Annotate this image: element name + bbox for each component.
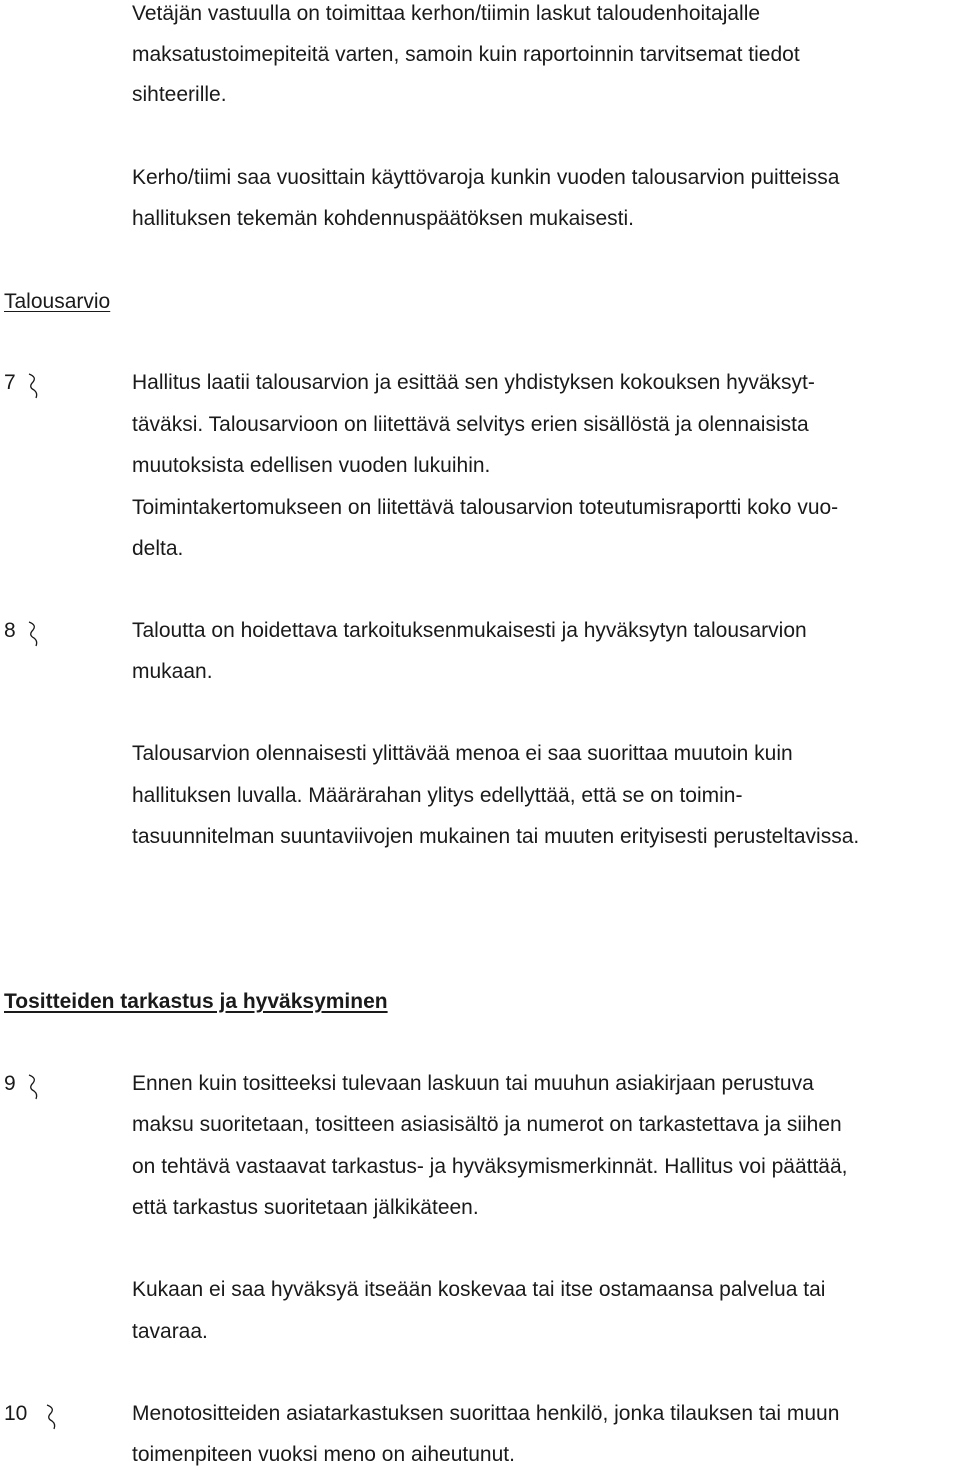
section-9-line-2: maksu suoritetaan, tositteen asiasisältö ja numerot on tarkastettava ja siihen (132, 1113, 842, 1136)
section-8-line-2: mukaan. (132, 660, 213, 683)
section-sign-icon (26, 1074, 40, 1100)
section-10-line-2: toimenpiteen vuoksi meno on aiheutunut. (132, 1443, 515, 1466)
section-8-line-1: Taloutta on hoidettava tarkoituksenmukaisesti ja hyväksytyn talousarvion (132, 619, 807, 642)
section-heading-tositteet: Tositteiden tarkastus ja hyväksyminen (4, 990, 388, 1013)
section-9-line-4: että tarkastus suoritetaan jälkikäteen. (132, 1196, 479, 1219)
section-sign-icon (26, 621, 40, 647)
section-7-line-4: Toimintakertomukseen on liitettävä talousarvion toteutumisraportti koko vuo- (132, 496, 839, 519)
intro-p2-line-2: hallituksen tekemän kohdennuspäätöksen mukaisesti. (132, 207, 634, 230)
section-number-7: 7 (4, 371, 16, 394)
section-9-line-3: on tehtävä vastaavat tarkastus- ja hyväksymismerkinnät. Hallitus voi päättää, (132, 1155, 848, 1178)
intro-p1-line-3: sihteerille. (132, 83, 227, 106)
section-9-p2-line-2: tavaraa. (132, 1320, 208, 1343)
section-7-line-2: täväksi. Talousarvioon on liitettävä selvitys erien sisällöstä ja olennaisista (132, 413, 809, 436)
section-7-line-5: delta. (132, 537, 184, 560)
intro-p2-line-1: Kerho/tiimi saa vuosittain käyttövaroja kunkin vuoden talousarvion puitteissa (132, 166, 840, 189)
section-sign-icon (26, 373, 40, 399)
section-9-p2-line-1: Kukaan ei saa hyväksyä itseään koskevaa tai itse ostamaansa palvelua tai (132, 1278, 826, 1301)
section-10-line-1: Menotositteiden asiatarkastuksen suorittaa henkilö, jonka tilauksen tai muun (132, 1402, 840, 1425)
section-heading-talousarvio: Talousarvio (4, 290, 111, 313)
section-7-line-3: muutoksista edellisen vuoden lukuihin. (132, 454, 491, 477)
section-sign-icon (44, 1404, 58, 1430)
section-7-line-1: Hallitus laatii talousarvion ja esittää sen yhdistyksen kokouksen hyväksyt- (132, 371, 815, 394)
section-8-p2-line-3: tasuunnitelman suuntaviivojen mukainen tai muuten erityisesti perusteltavissa. (132, 825, 860, 848)
section-9-line-1: Ennen kuin tositteeksi tulevaan laskuun tai muuhun asiakirjaan perustuva (132, 1072, 814, 1095)
section-number-10: 10 (4, 1402, 28, 1425)
section-number-9: 9 (4, 1072, 16, 1095)
intro-p1-line-1: Vetäjän vastuulla on toimittaa kerhon/tiimin laskut taloudenhoitajalle (132, 2, 761, 25)
section-number-8: 8 (4, 619, 16, 642)
section-8-p2-line-1: Talousarvion olennaisesti ylittävää menoa ei saa suorittaa muutoin kuin (132, 742, 793, 765)
section-8-p2-line-2: hallituksen luvalla. Määrärahan ylitys edellyttää, että se on toimin- (132, 784, 743, 807)
intro-p1-line-2: maksatustoimepiteitä varten, samoin kuin raportoinnin tarvitsemat tiedot (132, 43, 800, 66)
